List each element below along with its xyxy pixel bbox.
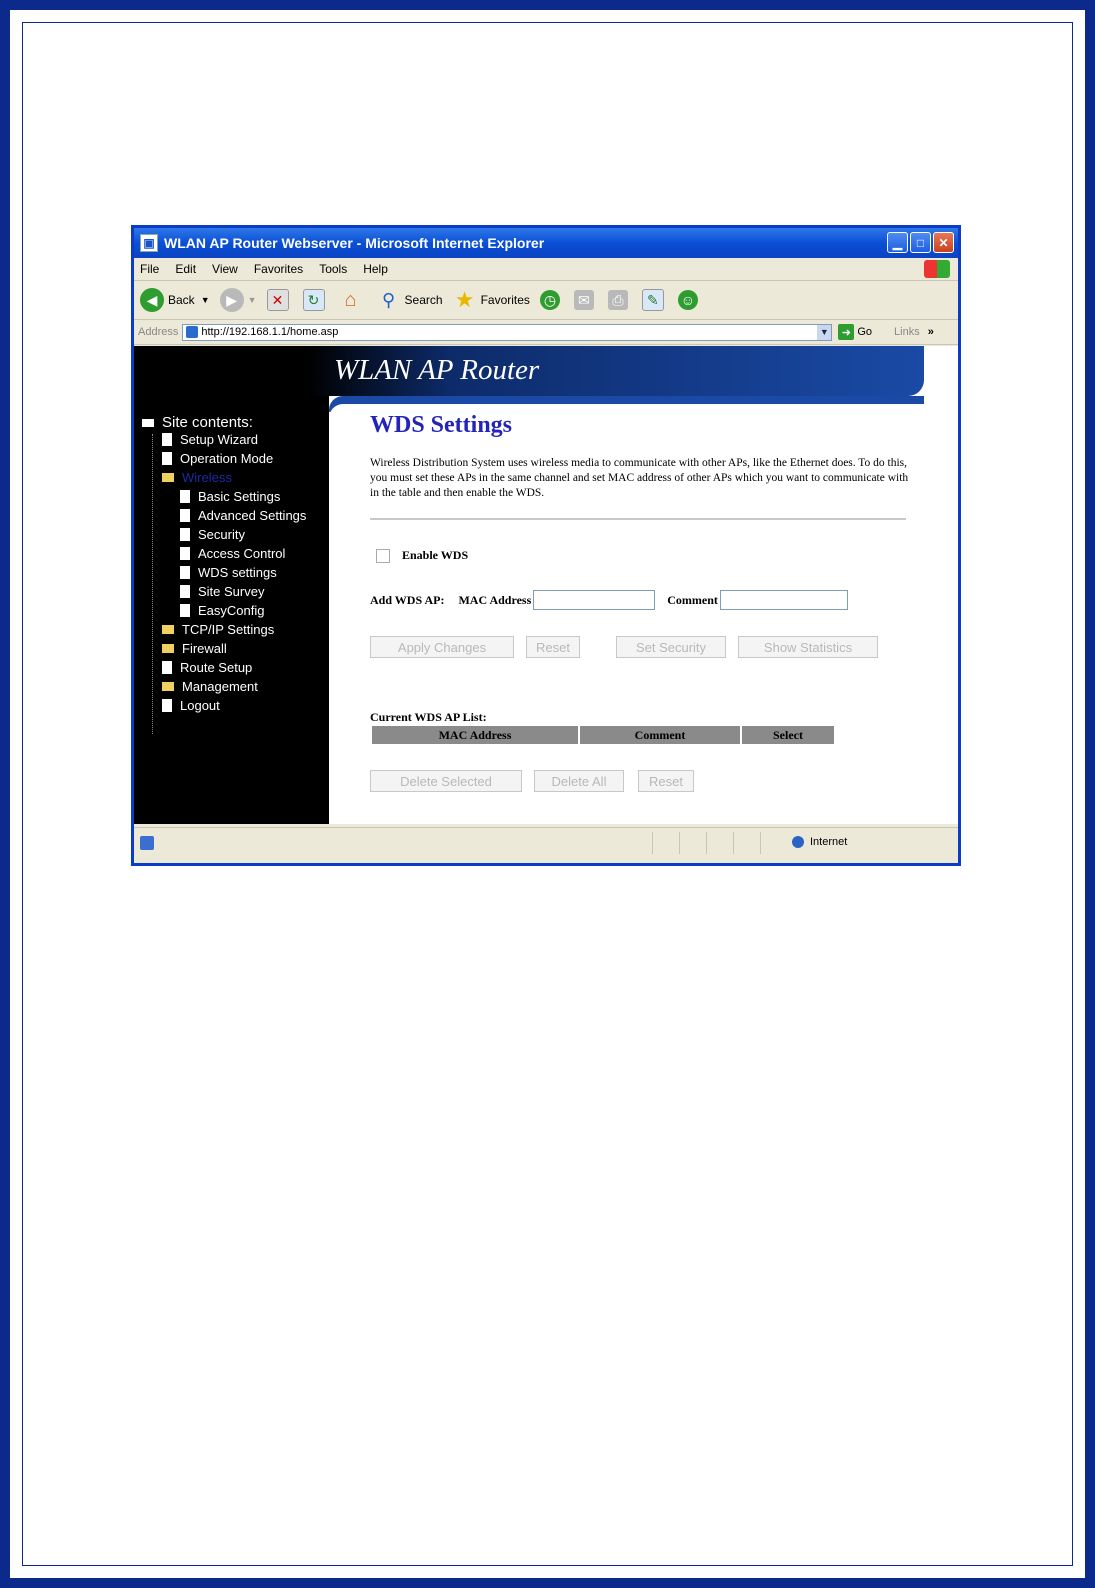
page-title: WDS Settings bbox=[370, 412, 513, 438]
document-icon bbox=[180, 490, 190, 503]
back-dropdown-icon[interactable]: ▼ bbox=[200, 295, 210, 305]
mail-button[interactable] bbox=[574, 290, 598, 310]
folder-open-icon bbox=[162, 473, 174, 482]
document-icon bbox=[162, 661, 172, 674]
maximize-button[interactable]: □ bbox=[910, 232, 931, 253]
window-titlebar[interactable] bbox=[134, 228, 958, 258]
refresh-button[interactable] bbox=[303, 289, 329, 311]
mac-address-label: MAC Address bbox=[458, 592, 532, 607]
list-reset-button[interactable]: Reset bbox=[638, 770, 694, 792]
folder-icon bbox=[162, 644, 174, 653]
edit-page-icon: ✎ bbox=[642, 289, 664, 311]
messenger-button[interactable] bbox=[678, 290, 702, 310]
apply-changes-button[interactable]: Apply Changes bbox=[370, 636, 514, 658]
window-controls bbox=[887, 232, 954, 253]
go-label: Go bbox=[857, 326, 873, 338]
nav-label: Wireless bbox=[182, 470, 232, 485]
forward-arrow-icon: ▶ bbox=[220, 288, 244, 312]
address-label: Address bbox=[138, 326, 179, 338]
address-bar bbox=[134, 320, 958, 345]
enable-wds-label: Enable WDS bbox=[402, 548, 469, 562]
internet-globe-icon bbox=[792, 836, 804, 848]
search-label: Search bbox=[404, 293, 443, 307]
divider bbox=[370, 518, 906, 520]
reset-button[interactable]: Reset bbox=[526, 636, 580, 658]
window-title: WLAN AP Router Webserver - Microsoft Internet Explorer bbox=[164, 235, 545, 251]
stop-icon: ✕ bbox=[267, 289, 289, 311]
nav-item-setup-wizard[interactable] bbox=[162, 432, 258, 447]
nav-item-logout[interactable] bbox=[162, 698, 220, 713]
nav-item-access-control[interactable] bbox=[180, 546, 285, 561]
favorites-label: Favorites bbox=[480, 293, 530, 307]
favorites-star-icon: ★ bbox=[454, 287, 475, 312]
status-divider bbox=[679, 832, 680, 854]
wds-ap-table bbox=[372, 726, 836, 744]
forward-dropdown-icon[interactable]: ▼ bbox=[247, 295, 257, 305]
security-zone bbox=[792, 836, 847, 848]
print-icon: ⎙ bbox=[608, 290, 628, 310]
address-dropdown-icon[interactable]: ▼ bbox=[817, 325, 831, 340]
page-content bbox=[134, 346, 958, 824]
set-security-button[interactable]: Set Security bbox=[616, 636, 726, 658]
nav-item-route-setup[interactable] bbox=[162, 660, 252, 675]
show-statistics-button[interactable]: Show Statistics bbox=[738, 636, 878, 658]
nav-label: Site Survey bbox=[198, 584, 265, 599]
comment-label: Comment bbox=[667, 592, 718, 607]
print-button[interactable] bbox=[608, 290, 632, 310]
page-status-icon bbox=[140, 836, 154, 850]
folder-icon bbox=[162, 682, 174, 691]
home-icon: ⌂ bbox=[344, 288, 357, 311]
document-icon bbox=[180, 509, 190, 522]
status-divider bbox=[706, 832, 707, 854]
nav-label: Setup Wizard bbox=[180, 432, 259, 447]
zone-label: Internet bbox=[810, 836, 848, 848]
document-icon bbox=[162, 699, 172, 712]
document-icon bbox=[180, 547, 190, 560]
tree-root-icon bbox=[142, 419, 154, 427]
nav-item-management[interactable] bbox=[162, 679, 258, 694]
favorites-button[interactable] bbox=[453, 288, 530, 312]
forward-button[interactable] bbox=[220, 288, 257, 312]
current-wds-ap-list-label: Current WDS AP List: bbox=[370, 710, 487, 724]
document-icon bbox=[180, 566, 190, 579]
back-arrow-icon: ◀ bbox=[140, 288, 164, 312]
address-url: http://192.168.1.1/home.asp bbox=[201, 326, 339, 338]
header-banner bbox=[134, 346, 924, 396]
nav-label: Access Control bbox=[198, 546, 286, 561]
status-divider bbox=[733, 832, 734, 854]
address-input[interactable] bbox=[182, 324, 832, 341]
nav-label: Management bbox=[182, 679, 258, 694]
home-button[interactable] bbox=[339, 288, 367, 312]
messenger-icon: ☺ bbox=[678, 290, 698, 310]
menu-tools[interactable]: Tools bbox=[319, 262, 348, 276]
document-icon bbox=[180, 528, 190, 541]
browser-window bbox=[131, 225, 961, 866]
nav-item-operation-mode[interactable] bbox=[162, 451, 273, 466]
menu-edit[interactable]: Edit bbox=[175, 262, 197, 276]
nav-item-advanced-settings[interactable] bbox=[180, 508, 306, 523]
history-button[interactable] bbox=[540, 290, 564, 310]
nav-label: Firewall bbox=[182, 641, 227, 656]
nav-item-wds-settings[interactable] bbox=[180, 565, 277, 580]
back-label: Back bbox=[168, 293, 195, 307]
table-header-mac: MAC Address bbox=[372, 726, 578, 744]
menu-file[interactable]: File bbox=[140, 262, 160, 276]
document-icon bbox=[162, 433, 172, 446]
nav-label: WDS settings bbox=[198, 565, 277, 580]
links-chevron-icon[interactable]: » bbox=[927, 326, 934, 338]
site-contents-label: Site contents: bbox=[162, 414, 253, 431]
nav-label: Route Setup bbox=[180, 660, 253, 675]
close-button[interactable]: ✕ bbox=[933, 232, 954, 253]
mac-address-input[interactable] bbox=[533, 590, 655, 610]
search-icon: ⚲ bbox=[381, 289, 396, 310]
menu-help[interactable]: Help bbox=[363, 262, 388, 276]
nav-item-security[interactable] bbox=[180, 527, 245, 542]
status-divider bbox=[652, 832, 653, 854]
enable-wds-row bbox=[376, 548, 468, 563]
table-header-select: Select bbox=[742, 726, 834, 744]
status-bar bbox=[134, 827, 958, 858]
nav-item-wireless[interactable] bbox=[162, 470, 232, 485]
delete-all-button[interactable]: Delete All bbox=[534, 770, 624, 792]
refresh-icon: ↻ bbox=[303, 289, 325, 311]
nav-item-site-survey[interactable] bbox=[180, 584, 264, 599]
nav-label: Operation Mode bbox=[180, 451, 274, 466]
delete-selected-button[interactable]: Delete Selected bbox=[370, 770, 522, 792]
minimize-button[interactable]: ▁ bbox=[887, 232, 908, 253]
page-icon bbox=[186, 326, 198, 338]
nav-item-easyconfig[interactable] bbox=[180, 603, 264, 618]
ie-page-icon: ▣ bbox=[140, 234, 158, 252]
add-wds-ap-row bbox=[370, 590, 848, 610]
nav-item-basic-settings[interactable] bbox=[180, 489, 280, 504]
add-wds-ap-label: Add WDS AP: bbox=[370, 592, 445, 607]
page-description: Wireless Distribution System uses wireless media to communicate with other APs, like the Ethernet does. To do this, you must set these APs in the same channel and set MAC address of other APs which you want to communicate with in the table and then enable the WDS. bbox=[370, 457, 909, 499]
stop-button[interactable] bbox=[267, 289, 293, 311]
document-icon bbox=[162, 452, 172, 465]
browser-toolbar bbox=[134, 281, 958, 320]
search-button[interactable] bbox=[377, 288, 443, 312]
back-button[interactable] bbox=[140, 288, 210, 312]
menu-view[interactable]: View bbox=[212, 262, 238, 276]
document-icon bbox=[180, 585, 190, 598]
nav-label: Basic Settings bbox=[198, 489, 281, 504]
mail-icon: ✉ bbox=[574, 290, 594, 310]
comment-input[interactable] bbox=[720, 590, 848, 610]
go-button[interactable] bbox=[838, 324, 872, 340]
nav-label: Logout bbox=[180, 698, 220, 713]
site-contents-nav bbox=[134, 396, 329, 824]
nav-item-tcpip-settings[interactable] bbox=[162, 622, 274, 637]
folder-icon bbox=[162, 625, 174, 634]
enable-wds-checkbox[interactable] bbox=[376, 549, 390, 563]
menu-bar bbox=[134, 258, 958, 281]
document-icon bbox=[180, 604, 190, 617]
edit-button[interactable] bbox=[642, 289, 668, 311]
menu-favorites[interactable]: Favorites bbox=[253, 262, 304, 276]
tree-line bbox=[152, 434, 154, 734]
site-contents-heading bbox=[142, 414, 253, 431]
status-divider bbox=[760, 832, 761, 854]
links-label[interactable]: Links bbox=[894, 326, 920, 338]
nav-label: EasyConfig bbox=[198, 603, 265, 618]
go-arrow-icon: ➜ bbox=[838, 324, 854, 340]
nav-label: Advanced Settings bbox=[198, 508, 307, 523]
nav-label: TCP/IP Settings bbox=[182, 622, 275, 637]
banner-title: WLAN AP Router bbox=[334, 354, 540, 386]
table-header-comment: Comment bbox=[580, 726, 740, 744]
nav-item-firewall[interactable] bbox=[162, 641, 227, 656]
nav-label: Security bbox=[198, 527, 245, 542]
history-icon: ◷ bbox=[540, 290, 560, 310]
windows-logo-icon bbox=[924, 260, 950, 278]
